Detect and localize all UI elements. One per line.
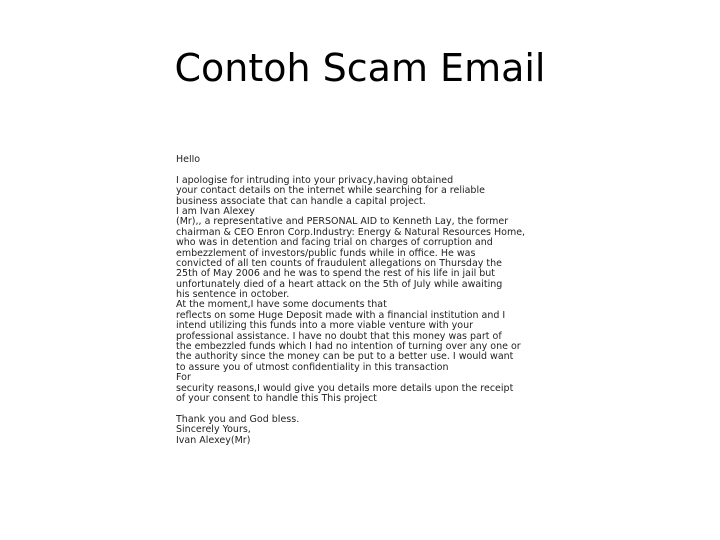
email-line: professional assistance. I have no doubt that this money was part of: [176, 330, 502, 342]
email-line: business associate that can handle a capital project.: [176, 195, 426, 207]
email-line: the embezzled funds which I had no intention of turning over any one or: [176, 341, 521, 353]
email-line: I am Ivan Alexey: [176, 205, 255, 217]
email-line: convicted of all ten counts of fraudulent allegations on Thursday the: [176, 257, 503, 269]
email-line: your contact details on the internet while searching for a reliable: [176, 185, 485, 197]
email-line: For: [176, 372, 191, 384]
email-line: to assure you of utmost confidentiality in this transaction: [176, 361, 449, 373]
email-line: 25th of May 2006 and he was to spend the rest of his life in jail but: [176, 268, 496, 280]
email-line: Thank you and God bless.: [176, 413, 300, 425]
email-line: intend utilizing this funds into a more viable venture with your: [176, 320, 474, 332]
email-line: the authority since the money can be put to a better use. I would want: [176, 351, 514, 363]
email-body: [176, 155, 532, 446]
email-line: reflects on some Huge Deposit made with a financial institution and I: [176, 309, 506, 321]
slide-title: Contoh Scam Email: [174, 46, 546, 90]
email-line: I apologise for intruding into your privacy,having obtained: [176, 174, 454, 186]
email-line: embezzlement of investors/public funds while in office. He was: [176, 247, 476, 259]
email-line: who was in detention and facing trial on charges of corruption and: [176, 237, 493, 249]
email-line: security reasons,I would give you details more details upon the receipt: [176, 382, 514, 394]
email-line: Ivan Alexey(Mr): [176, 434, 251, 446]
email-line: of your consent to handle this This project: [176, 392, 377, 404]
email-line: Hello: [176, 155, 201, 165]
email-line: Sincerely Yours,: [176, 424, 251, 436]
email-line: unfortunately died of a heart attack on the 5th of July while awaiting: [176, 278, 503, 290]
scam-email-image: [176, 155, 532, 521]
email-line: At the moment,I have some documents that: [176, 299, 387, 311]
email-line: (Mr),, a representative and PERSONAL AID to Kenneth Lay, the former: [176, 216, 509, 228]
email-line: his sentence in october.: [176, 289, 290, 301]
email-line: chairman & CEO Enron Corp.Industry: Energy & Natural Resources Home,: [176, 226, 526, 238]
